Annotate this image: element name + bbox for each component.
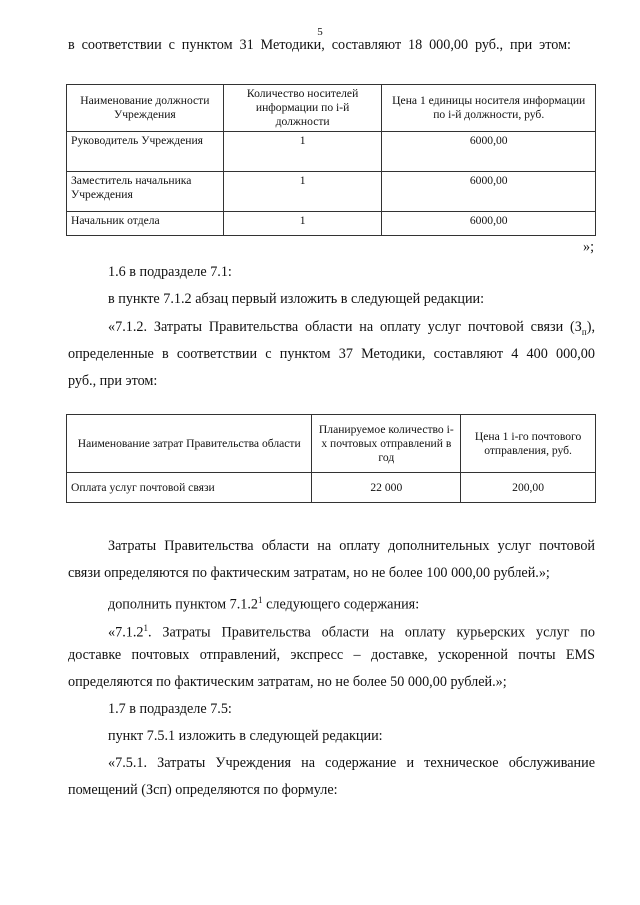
table2-cell: 22 000	[312, 473, 461, 503]
table1-header-price: Цена 1 единицы носителя информации по i-й должности, руб.	[382, 85, 596, 132]
para-7-1-2-1-line1: «7.1.2$^1$. Затраты Правительства области на оплату курьерских услуг по	[108, 623, 595, 641]
table1-cell: 1	[223, 172, 382, 212]
table2-cell: 200,00	[461, 473, 596, 503]
table2-cell: Оплата услуг почтовой связи	[67, 473, 312, 503]
table1-cell: Начальник отдела	[67, 212, 224, 236]
table2-header-price: Цена 1 i-го почтового отправления, руб.	[461, 415, 596, 473]
table1-header-count: Количество носителей информации по i-й должности	[223, 85, 382, 132]
para-7-5-1-line2: помещений (Зсп) определяются по формуле:	[68, 782, 338, 798]
table-row	[67, 212, 596, 236]
positions-table	[66, 84, 596, 236]
table-row	[67, 473, 596, 503]
table1-cell: 6000,00	[382, 172, 596, 212]
close-quote-1: »;	[583, 239, 595, 255]
para-7-1-2-line2: определенные в соответствии с пунктом 37 Методики, составляют 4 400 000,00	[68, 346, 595, 362]
para-additional-line1: Затраты Правительства области на оплату дополнительных услуг почтовой	[108, 538, 595, 554]
table1-cell: 1	[223, 212, 382, 236]
table-row	[67, 132, 596, 172]
table1-cell: Руководитель Учреждения	[67, 132, 224, 172]
table1-header-position: Наименование должности Учреждения	[67, 85, 224, 132]
page-number: 5	[317, 26, 323, 38]
table1-cell: 6000,00	[382, 132, 596, 172]
para-additional-line2: связи определяются по фактическим затратам, но не более 100 000,00 рублей.»;	[68, 565, 550, 581]
table-row	[67, 172, 596, 212]
para-1-7: 1.7 в подразделе 7.5:	[108, 701, 232, 717]
para-supplement: дополнить пунктом 7.1.2$^1$ следующего содержания:	[108, 595, 420, 613]
table2-header-quantity: Планируемое количество i-х почтовых отправлений в год	[312, 415, 461, 473]
para-7-1-2-intro: в пункте 7.1.2 абзац первый изложить в следующей редакции:	[108, 291, 485, 307]
para-1-6: 1.6 в подразделе 7.1:	[108, 264, 232, 280]
table2-header-expense: Наименование затрат Правительства области	[67, 415, 312, 473]
para-7-5-1-line1: «7.5.1. Затраты Учреждения на содержание и техническое обслуживание	[108, 755, 595, 771]
postal-table	[66, 414, 596, 503]
table1-cell: 1	[223, 132, 382, 172]
intro-line: в соответствии с пунктом 31 Методики, составляют 18 000,00 руб., при этом:	[68, 37, 571, 53]
para-7-1-2-1-line2: доставке почтовых отправлений, экспресс – доставке, ускоренной почты EMS	[68, 647, 595, 663]
para-7-1-2-1-line3: определяются по фактическим затратам, но не более 50 000,00 рублей.»;	[68, 674, 507, 690]
table1-cell: Заместитель начальника Учреждения	[67, 172, 224, 212]
para-7-5-1-intro: пункт 7.5.1 изложить в следующей редакции:	[108, 728, 383, 744]
para-7-1-2-line3: руб., при этом:	[68, 373, 158, 389]
para-7-1-2-line1: «7.1.2. Затраты Правительства области на оплату услуг почтовой связи $(З_п)$,	[108, 319, 595, 337]
table1-cell: 6000,00	[382, 212, 596, 236]
